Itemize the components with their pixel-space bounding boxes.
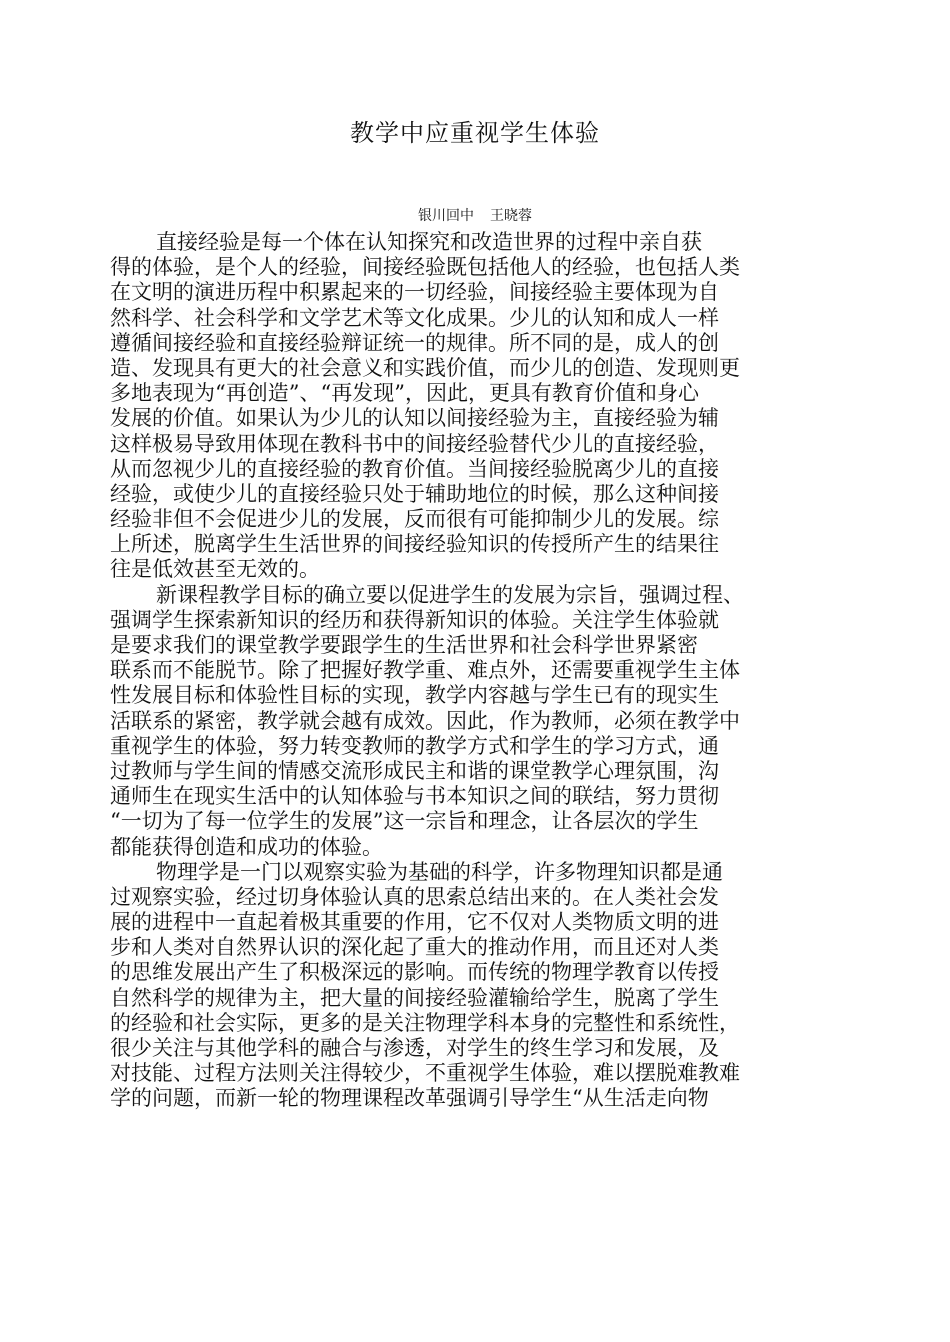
paragraph-line: 步和人类对自然界认识的深化起了重大的推动作用，而且还对人类	[110, 935, 719, 960]
paragraph	[110, 230, 850, 583]
paragraph-line: 性发展目标和体验性目标的实现，教学内容越与学生已有的现实生	[110, 683, 719, 708]
article-body	[110, 230, 850, 1112]
paragraph-line: “一切为了每一位学生的发展”这一宗旨和理念，让各层次的学生	[110, 809, 699, 834]
paragraph-line: 过教师与学生间的情感交流形成民主和谐的课堂教学心理氛围，沟	[110, 758, 719, 783]
paragraph-line: 上所述，脱离学生生活世界的间接经验知识的传授所产生的结果往	[110, 532, 719, 557]
byline-school: 银川回中	[418, 208, 474, 224]
paragraph-line: 是要求我们的课堂教学要跟学生的生活世界和社会科学世界紧密	[110, 633, 698, 657]
paragraph-line: 通师生在现实生活中的认知体验与书本知识之间的联结，努力贯彻	[110, 784, 719, 809]
paragraph-line: 经验，或使少儿的直接经验只处于辅助地位的时候，那么这种间接	[110, 481, 719, 506]
paragraph-line: 从而忽视少儿的直接经验的教育价值。当间接经验脱离少儿的直接	[110, 456, 719, 481]
paragraph-line: 造、发现具有更大的社会意义和实践价值，而少儿的创造、发现则更	[110, 355, 740, 380]
paragraph-line: 物理学是一门以观察实验为基础的科学，许多物理知识都是通	[156, 859, 723, 884]
paragraph-line: 在文明的演进历程中积累起来的一切经验，间接经验主要体现为自	[110, 280, 719, 305]
paragraph-line: 的思维发展出产生了积极深远的影响。而传统的物理学教育以传授	[110, 960, 719, 985]
paragraph-line: 都能获得创造和成功的体验。	[110, 834, 383, 859]
paragraph-line: 活联系的紧密，教学就会越有成效。因此，作为教师，必须在教学中	[110, 708, 740, 733]
byline	[0, 206, 950, 226]
paragraph-line: 这样极易导致用体现在教科书中的间接经验替代少儿的直接经验，	[110, 431, 719, 456]
document-title: 教学中应重视学生体验	[350, 119, 600, 147]
paragraph-line: 然科学、社会科学和文学艺术等文化成果。少儿的认知和成人一样	[110, 305, 719, 330]
paragraph-line: 往是低效甚至无效的。	[110, 557, 320, 582]
paragraph-line: 展的进程中一直起着极其重要的作用，它不仅对人类物质文明的进	[110, 910, 719, 935]
paragraph-line: 自然科学的规律为主，把大量的间接经验灌输给学生，脱离了学生	[110, 985, 719, 1010]
paragraph-line: 经验非但不会促进少儿的发展，反而很有可能抑制少儿的发展。综	[110, 507, 719, 532]
paragraph-line: 学的问题，而新一轮的物理课程改革强调引导学生“从生活走向物	[110, 1086, 709, 1111]
paragraph-line: 直接经验是每一个体在认知探究和改造世界的过程中亲自获	[156, 230, 702, 254]
paragraph	[110, 583, 850, 860]
byline-author: 王晓蓉	[490, 208, 532, 224]
paragraph-line: 遵循间接经验和直接经验辩证统一的规律。所不同的是，成人的创	[110, 330, 719, 355]
paragraph-line: 过观察实验，经过切身体验认真的思索总结出来的。在人类社会发	[110, 884, 719, 909]
paragraph-line: 多地表现为“再创造”、“再发现”，因此，更具有教育价值和身心	[110, 381, 699, 406]
paragraph	[110, 860, 850, 1112]
paragraph-line: 很少关注与其他学科的融合与渗透，对学生的终生学习和发展，及	[110, 1036, 719, 1060]
paragraph-line: 联系而不能脱节。除了把握好教学重、难点外，还需要重视学生主体	[110, 658, 740, 683]
paragraph-line: 发展的价值。如果认为少儿的认知以间接经验为主，直接经验为辅	[110, 406, 719, 431]
paragraph-line: 对技能、过程方法则关注得较少，不重视学生体验，难以摆脱难教难	[110, 1061, 740, 1086]
paragraph-line: 新课程教学目标的确立要以促进学生的发展为宗旨，强调过程、	[156, 582, 744, 607]
paragraph-line: 重视学生的体验，努力转变教师的教学方式和学生的学习方式，通	[110, 733, 719, 758]
paragraph-line: 的经验和社会实际，更多的是关注物理学科本身的完整性和系统性，	[110, 1010, 740, 1035]
paragraph-line: 强调学生探索新知识的经历和获得新知识的体验。关注学生体验就	[110, 607, 719, 632]
paragraph-line: 得的体验，是个人的经验，间接经验既包括他人的经验，也包括人类	[110, 255, 740, 280]
